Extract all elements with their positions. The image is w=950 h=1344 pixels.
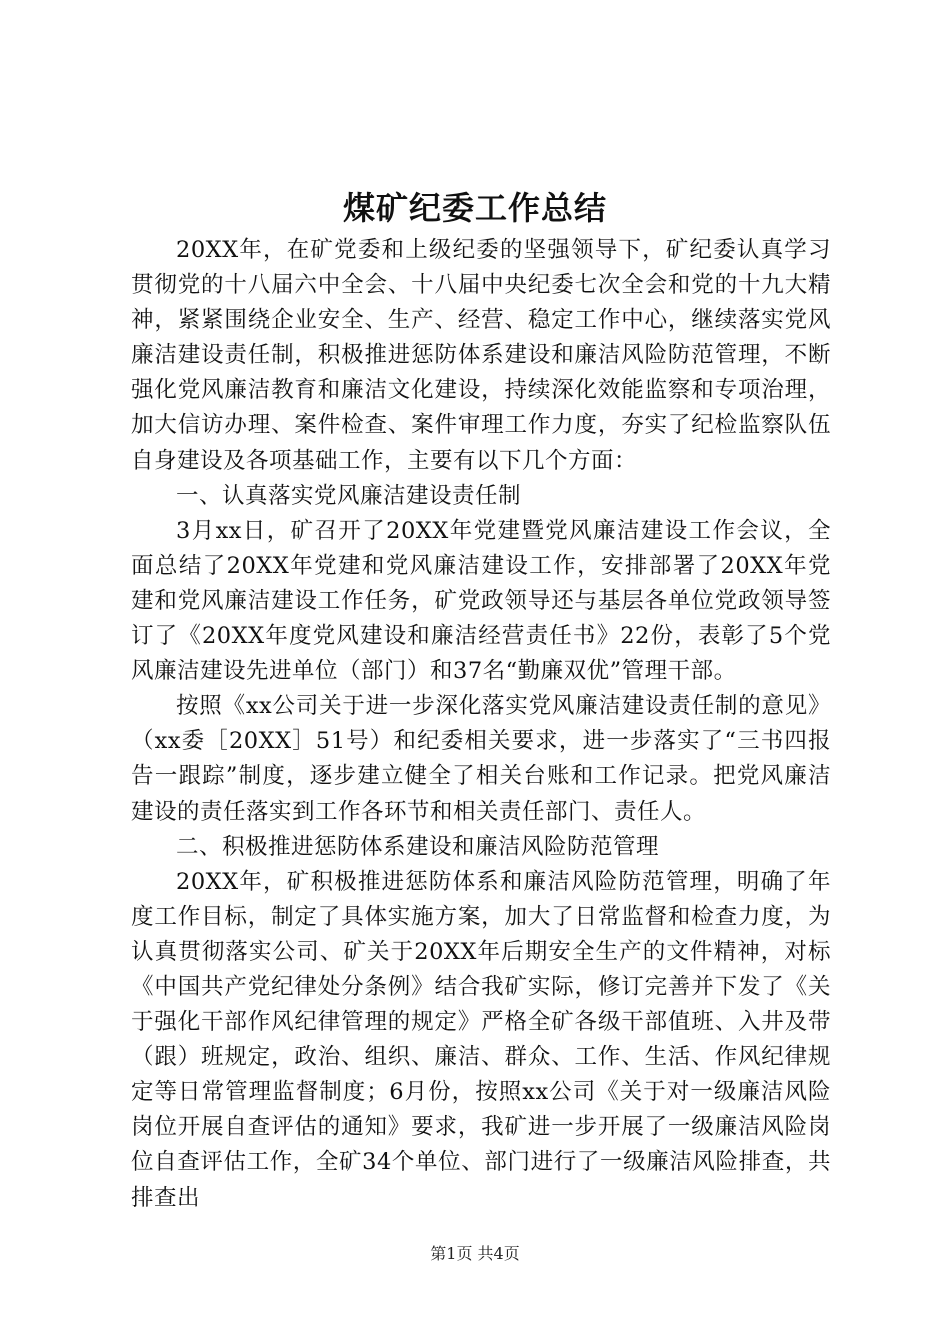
paragraph-section-2: 20XX年，矿积极推进惩防体系和廉洁风险防范管理，明确了年度工作目标，制定了具体实施方案，加大了日常监督和检查力度，为认真贯彻落实公司、矿关于20XX年后期安全生产的文件精神，对标《中国共产党纪律处分条例》结合我矿实际，修订完善并下发了《关于强化干部作风纪律管理的规定》严格全矿各级干部值班、入井及带（跟）班规定，政治、组织、廉洁、群众、工作、生活、作风纪律规定等日常管理监督制度；6月份，按照xx公司《关于对一级廉洁风险岗位开展自查评估的通知》要求，我矿进一步开展了一级廉洁风险岗位自查评估工作，全矿34个单位、部门进行了一级廉洁风险排查，共排查出 xyxy=(131,868,831,1211)
page-footer: 第1页 共4页 xyxy=(430,1244,520,1263)
paragraph-section-1-meeting: 3月xx日，矿召开了20XX年党建暨党风廉洁建设工作会议，全面总结了20XX年党建和党风廉洁建设工作，安排部署了20XX年党建和党风廉洁建设工作任务，矿党政领导还与基层各单位党政领导签订了《20XX年度党风建设和廉洁经营责任书》22份，表彰了5个党风廉洁建设先进单位（部门）和37名“勤廉双优”管理干部。 xyxy=(131,517,831,685)
section-heading-1: 一、认真落实党风廉洁建设责任制 xyxy=(176,482,522,509)
section-heading-2: 二、积极推进惩防体系建设和廉洁风险防范管理 xyxy=(176,833,660,860)
paragraph-section-1-system: 按照《xx公司关于进一步深化落实党风廉洁建设责任制的意见》（xx委［20XX］51号）和纪委相关要求，进一步落实了“三书四报告一跟踪”制度，逐步建立健全了相关台账和工作记录。把党风廉洁建设的责任落实到工作各环节和相关责任部门、责任人。 xyxy=(131,693,831,825)
paragraph-intro: 20XX年，在矿党委和上级纪委的坚强领导下，矿纪委认真学习贯彻党的十八届六中全会、十八届中央纪委七次全会和党的十九大精神，紧紧围绕企业安全、生产、经营、稳定工作中心，继续落实党风廉洁建设责任制，积极推进惩防体系建设和廉洁风险防范管理，不断强化党风廉洁教育和廉洁文化建设，持续深化效能监察和专项治理，加大信访办理、案件检查、案件审理工作力度，夯实了纪检监察队伍自身建设及各项基础工作，主要有以下几个方面： xyxy=(131,237,831,474)
document-title: 煤矿纪委工作总结 xyxy=(342,189,607,227)
document-body xyxy=(131,233,831,1216)
